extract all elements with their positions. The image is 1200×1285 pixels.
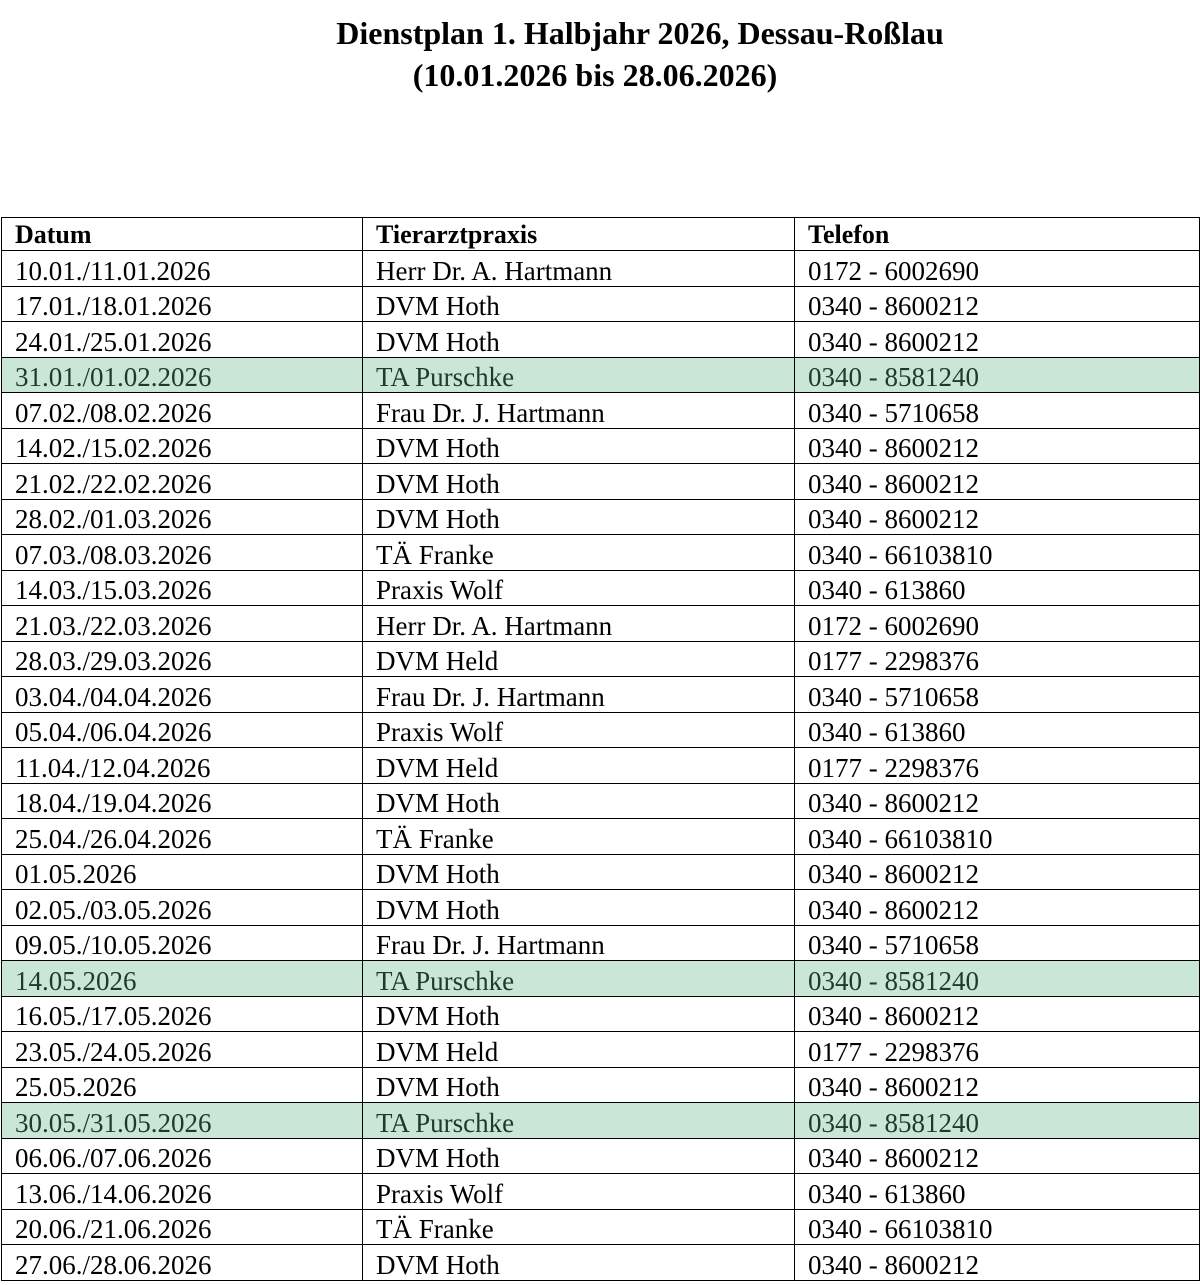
table-row [2, 1032, 1200, 1068]
phone-cell: 0340 - 66103810 [795, 1209, 1200, 1245]
phone-cell: 0340 - 8600212 [795, 464, 1200, 500]
column-header-date: Datum [2, 218, 363, 251]
practice-cell: DVM Held [363, 1032, 795, 1068]
table-row [2, 819, 1200, 855]
phone-cell: 0172 - 6002690 [795, 606, 1200, 642]
practice-cell: DVM Hoth [363, 428, 795, 464]
date-cell: 09.05./10.05.2026 [2, 925, 363, 961]
practice-cell: Praxis Wolf [363, 1174, 795, 1210]
phone-cell: 0340 - 613860 [795, 712, 1200, 748]
date-cell: 30.05./31.05.2026 [2, 1103, 363, 1139]
practice-cell: Frau Dr. J. Hartmann [363, 677, 795, 713]
table-row [2, 606, 1200, 642]
phone-cell: 0340 - 613860 [795, 570, 1200, 606]
date-cell: 16.05./17.05.2026 [2, 996, 363, 1032]
date-cell: 18.04./19.04.2026 [2, 783, 363, 819]
phone-cell: 0177 - 2298376 [795, 1032, 1200, 1068]
phone-cell: 0340 - 8600212 [795, 1067, 1200, 1103]
phone-cell: 0177 - 2298376 [795, 748, 1200, 784]
page-subtitle: (10.01.2026 bis 28.06.2026) [412, 57, 778, 93]
practice-cell: DVM Held [363, 641, 795, 677]
phone-cell: 0340 - 5710658 [795, 677, 1200, 713]
table-row [2, 961, 1200, 997]
table-row [2, 712, 1200, 748]
table-row [2, 464, 1200, 500]
practice-cell: TÄ Franke [363, 819, 795, 855]
date-cell: 14.03./15.03.2026 [2, 570, 363, 606]
phone-cell: 0340 - 8581240 [795, 961, 1200, 997]
date-cell: 24.01./25.01.2026 [2, 322, 363, 358]
practice-cell: TA Purschke [363, 961, 795, 997]
table-row [2, 925, 1200, 961]
practice-cell: DVM Held [363, 748, 795, 784]
practice-cell: Herr Dr. A. Hartmann [363, 251, 795, 287]
practice-cell: DVM Hoth [363, 1245, 795, 1281]
date-cell: 17.01./18.01.2026 [2, 286, 363, 322]
phone-cell: 0340 - 613860 [795, 1174, 1200, 1210]
table-row [2, 783, 1200, 819]
table-row [2, 1103, 1200, 1139]
practice-cell: TA Purschke [363, 1103, 795, 1139]
phone-cell: 0340 - 8600212 [795, 286, 1200, 322]
table-row [2, 1067, 1200, 1103]
phone-cell: 0340 - 8600212 [795, 499, 1200, 535]
practice-cell: DVM Hoth [363, 783, 795, 819]
table-row [2, 286, 1200, 322]
date-cell: 28.03./29.03.2026 [2, 641, 363, 677]
table-row [2, 570, 1200, 606]
date-cell: 06.06./07.06.2026 [2, 1138, 363, 1174]
practice-cell: Herr Dr. A. Hartmann [363, 606, 795, 642]
date-cell: 14.02./15.02.2026 [2, 428, 363, 464]
column-header-practice: Tierarztpraxis [363, 218, 795, 251]
date-cell: 31.01./01.02.2026 [2, 357, 363, 393]
table-row [2, 1209, 1200, 1245]
practice-cell: DVM Hoth [363, 322, 795, 358]
phone-cell: 0340 - 66103810 [795, 819, 1200, 855]
date-cell: 10.01./11.01.2026 [2, 251, 363, 287]
practice-cell: DVM Hoth [363, 1138, 795, 1174]
phone-cell: 0340 - 8600212 [795, 322, 1200, 358]
phone-cell: 0172 - 6002690 [795, 251, 1200, 287]
phone-cell: 0340 - 8600212 [795, 1245, 1200, 1281]
table-header-row [2, 218, 1200, 251]
date-cell: 07.03./08.03.2026 [2, 535, 363, 571]
date-cell: 11.04./12.04.2026 [2, 748, 363, 784]
phone-cell: 0340 - 8581240 [795, 357, 1200, 393]
practice-cell: DVM Hoth [363, 996, 795, 1032]
phone-cell: 0177 - 2298376 [795, 641, 1200, 677]
date-cell: 27.06./28.06.2026 [2, 1245, 363, 1281]
phone-cell: 0340 - 5710658 [795, 925, 1200, 961]
page-title: Dienstplan 1. Halbjahr 2026, Dessau-Roßlau [336, 15, 944, 51]
table-row [2, 251, 1200, 287]
date-cell: 01.05.2026 [2, 854, 363, 890]
table-row [2, 1245, 1200, 1281]
date-cell: 07.02./08.02.2026 [2, 393, 363, 429]
table-body [2, 251, 1200, 1281]
phone-cell: 0340 - 8600212 [795, 996, 1200, 1032]
practice-cell: DVM Hoth [363, 890, 795, 926]
phone-cell: 0340 - 8600212 [795, 428, 1200, 464]
practice-cell: DVM Hoth [363, 854, 795, 890]
practice-cell: TÄ Franke [363, 535, 795, 571]
table-row [2, 641, 1200, 677]
phone-cell: 0340 - 8600212 [795, 890, 1200, 926]
table-row [2, 890, 1200, 926]
table-row [2, 677, 1200, 713]
date-cell: 21.03./22.03.2026 [2, 606, 363, 642]
table-row [2, 535, 1200, 571]
date-cell: 25.05.2026 [2, 1067, 363, 1103]
date-cell: 14.05.2026 [2, 961, 363, 997]
date-cell: 25.04./26.04.2026 [2, 819, 363, 855]
date-cell: 03.04./04.04.2026 [2, 677, 363, 713]
date-cell: 21.02./22.02.2026 [2, 464, 363, 500]
practice-cell: Praxis Wolf [363, 570, 795, 606]
phone-cell: 0340 - 8581240 [795, 1103, 1200, 1139]
practice-cell: DVM Hoth [363, 464, 795, 500]
date-cell: 02.05./03.05.2026 [2, 890, 363, 926]
date-cell: 23.05./24.05.2026 [2, 1032, 363, 1068]
table-row [2, 357, 1200, 393]
practice-cell: TA Purschke [363, 357, 795, 393]
phone-cell: 0340 - 8600212 [795, 854, 1200, 890]
date-cell: 20.06./21.06.2026 [2, 1209, 363, 1245]
table-row [2, 322, 1200, 358]
date-cell: 28.02./01.03.2026 [2, 499, 363, 535]
date-cell: 13.06./14.06.2026 [2, 1174, 363, 1210]
table-row [2, 748, 1200, 784]
phone-cell: 0340 - 8600212 [795, 783, 1200, 819]
table-row [2, 996, 1200, 1032]
column-header-phone: Telefon [795, 218, 1200, 251]
practice-cell: DVM Hoth [363, 1067, 795, 1103]
practice-cell: Frau Dr. J. Hartmann [363, 393, 795, 429]
practice-cell: DVM Hoth [363, 286, 795, 322]
phone-cell: 0340 - 5710658 [795, 393, 1200, 429]
table-row [2, 854, 1200, 890]
table-row [2, 1174, 1200, 1210]
table-row [2, 393, 1200, 429]
phone-cell: 0340 - 66103810 [795, 535, 1200, 571]
date-cell: 05.04./06.04.2026 [2, 712, 363, 748]
table-row [2, 428, 1200, 464]
duty-roster-table [1, 217, 1200, 1281]
practice-cell: Praxis Wolf [363, 712, 795, 748]
practice-cell: DVM Hoth [363, 499, 795, 535]
table-row [2, 1138, 1200, 1174]
practice-cell: TÄ Franke [363, 1209, 795, 1245]
practice-cell: Frau Dr. J. Hartmann [363, 925, 795, 961]
table-row [2, 499, 1200, 535]
phone-cell: 0340 - 8600212 [795, 1138, 1200, 1174]
